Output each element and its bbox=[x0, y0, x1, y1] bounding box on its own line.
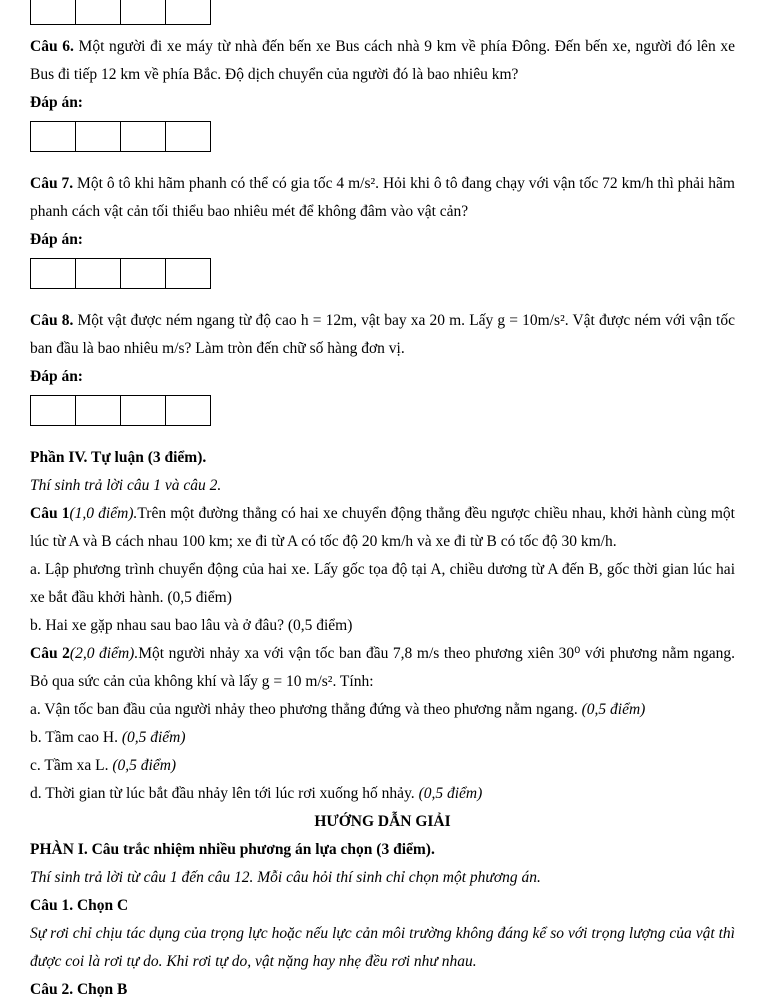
essay-2-item-c-text: c. Tầm xa L. bbox=[30, 757, 113, 774]
part4-note-text: Thí sinh trả lời câu 1 và câu 2. bbox=[30, 477, 222, 494]
answer-label-text: Đáp án: bbox=[30, 368, 83, 385]
essay-1-item-b-text: b. Hai xe gặp nhau sau bao lâu và ở đâu? (0,5 điểm) bbox=[30, 617, 353, 634]
essay-2-item-d bbox=[30, 780, 735, 808]
question-7-text: Một ô tô khi hãm phanh có thể có gia tốc 4 m/s². Hỏi khi ô tô đang chạy với vận tốc 72 km/h thì phải hãm phanh cách vật cản tối thiểu bao nhiêu mét để không đâm vào vật cản? bbox=[30, 175, 735, 220]
guide-title bbox=[30, 808, 735, 836]
answer-cell bbox=[121, 0, 166, 25]
essay-1-text: Trên một đường thẳng có hai xe chuyển động thẳng đều ngược chiều nhau, khởi hành cùng một lúc từ A và B cách nhau 100 km; xe đi từ A có tốc độ 20 km/h và xe đi từ B có tốc độ 30 km/h. bbox=[30, 505, 735, 550]
guide-answer-2-text: Câu 2. Chọn B bbox=[30, 981, 128, 998]
essay-1-item-a bbox=[30, 556, 735, 612]
guide-part1-note bbox=[30, 864, 735, 892]
essay-2-label: Câu 2 bbox=[30, 645, 70, 662]
part4-title-text: Phần IV. Tự luận (3 điểm). bbox=[30, 449, 207, 466]
answer-cell bbox=[121, 121, 166, 152]
answer-cell bbox=[30, 258, 76, 289]
essay-1-item-b bbox=[30, 612, 735, 640]
part4-title bbox=[30, 444, 735, 472]
answer-grid bbox=[30, 121, 735, 152]
part4-note bbox=[30, 472, 735, 500]
essay-2-text: Một người nhảy xa với vận tốc ban đầu 7,8 m/s theo phương xiên 30⁰ với phương nằm ngang. Bỏ qua sức cản của không khí và lấy g = 10 m/s². Tính: bbox=[30, 645, 736, 690]
answer-cell bbox=[30, 121, 76, 152]
guide-part1-title-text: PHÀN I. Câu trắc nhiệm nhiều phương án lựa chọn (3 điểm). bbox=[30, 841, 435, 858]
essay-2-item-a-text: a. Vận tốc ban đầu của người nhảy theo phương thẳng đứng và theo phương nằm ngang. bbox=[30, 701, 582, 718]
answer-label-q7 bbox=[30, 226, 735, 254]
essay-2-item-d-text: d. Thời gian từ lúc bắt đầu nhảy lên tới lúc rơi xuống hố nhảy. bbox=[30, 785, 419, 802]
essay-2-item-b-points: (0,5 điểm) bbox=[121, 729, 186, 746]
essay-1-points: (1,0 điểm). bbox=[69, 505, 138, 522]
answer-label-text: Đáp án: bbox=[30, 94, 83, 111]
question-8-text: Một vật được ném ngang từ độ cao h = 12m, vật bay xa 20 m. Lấy g = 10m/s². Vật được ném với vận tốc ban đầu là bao nhiêu m/s? Làm tròn đến chữ số hàng đơn vị. bbox=[30, 312, 735, 357]
answer-grid-clipped bbox=[30, 0, 735, 25]
answer-grid bbox=[30, 395, 735, 426]
essay-1-paragraph bbox=[30, 500, 735, 556]
guide-part1-title bbox=[30, 836, 735, 864]
essay-2-item-a-points: (0,5 điểm) bbox=[581, 701, 646, 718]
answer-grid bbox=[30, 258, 735, 289]
answer-cell bbox=[76, 258, 121, 289]
question-6-paragraph bbox=[30, 33, 735, 89]
answer-cell bbox=[166, 258, 211, 289]
answer-label-q8 bbox=[30, 363, 735, 391]
guide-answer-1 bbox=[30, 892, 735, 920]
essay-2-item-b-text: b. Tầm cao H. bbox=[30, 729, 122, 746]
question-8-label: Câu 8. bbox=[30, 312, 74, 329]
guide-answer-2 bbox=[30, 976, 735, 1004]
guide-answer-1-explain bbox=[30, 920, 735, 976]
answer-cell bbox=[76, 395, 121, 426]
answer-cell bbox=[121, 395, 166, 426]
question-6-text: Một người đi xe máy từ nhà đến bến xe Bus cách nhà 9 km về phía Đông. Đến bến xe, người đó lên xe Bus đi tiếp 12 km về phía Bắc. Độ dịch chuyển của người đó là bao nhiêu km? bbox=[30, 38, 735, 83]
essay-2-item-c bbox=[30, 752, 735, 780]
question-7-label: Câu 7. bbox=[30, 175, 74, 192]
question-8-paragraph bbox=[30, 307, 735, 363]
essay-2-paragraph bbox=[30, 640, 735, 696]
answer-cell bbox=[166, 121, 211, 152]
essay-2-item-c-points: (0,5 điểm) bbox=[112, 757, 177, 774]
essay-2-points: (2,0 điểm). bbox=[69, 645, 139, 662]
essay-2-item-b bbox=[30, 724, 735, 752]
essay-2-item-a bbox=[30, 696, 735, 724]
guide-answer-1-text: Câu 1. Chọn C bbox=[30, 897, 129, 914]
answer-cell bbox=[166, 0, 211, 25]
essay-1-item-a-text: a. Lập phương trình chuyển động của hai xe. Lấy gốc tọa độ tại A, chiều dương từ A đến B, gốc thời gian lúc hai xe bắt đầu khởi hành. (0,5 điểm) bbox=[30, 561, 735, 606]
answer-label-text: Đáp án: bbox=[30, 231, 83, 248]
essay-2-item-d-points: (0,5 điểm) bbox=[418, 785, 483, 802]
question-6-label: Câu 6. bbox=[30, 38, 74, 55]
answer-cell bbox=[166, 395, 211, 426]
guide-title-text: HƯỚNG DẪN GIẢI bbox=[314, 813, 451, 830]
answer-cell bbox=[76, 121, 121, 152]
essay-1-label: Câu 1 bbox=[30, 505, 70, 522]
answer-cell bbox=[76, 0, 121, 25]
answer-cell bbox=[30, 395, 76, 426]
guide-answer-1-explain-text: Sự rơi chỉ chịu tác dụng của trọng lực hoặc nếu lực cản môi trường không đáng kể so với trọng lượng của vật thì được coi là rơi tự do. Khi rơi tự do, vật nặng hay nhẹ đều rơi như nhau. bbox=[30, 925, 735, 970]
answer-cell bbox=[121, 258, 166, 289]
answer-label-q6 bbox=[30, 89, 735, 117]
answer-cell bbox=[30, 0, 76, 25]
guide-part1-note-text: Thí sinh trả lời từ câu 1 đến câu 12. Mỗi câu hỏi thí sinh chỉ chọn một phương án. bbox=[30, 869, 541, 886]
question-7-paragraph bbox=[30, 170, 735, 226]
